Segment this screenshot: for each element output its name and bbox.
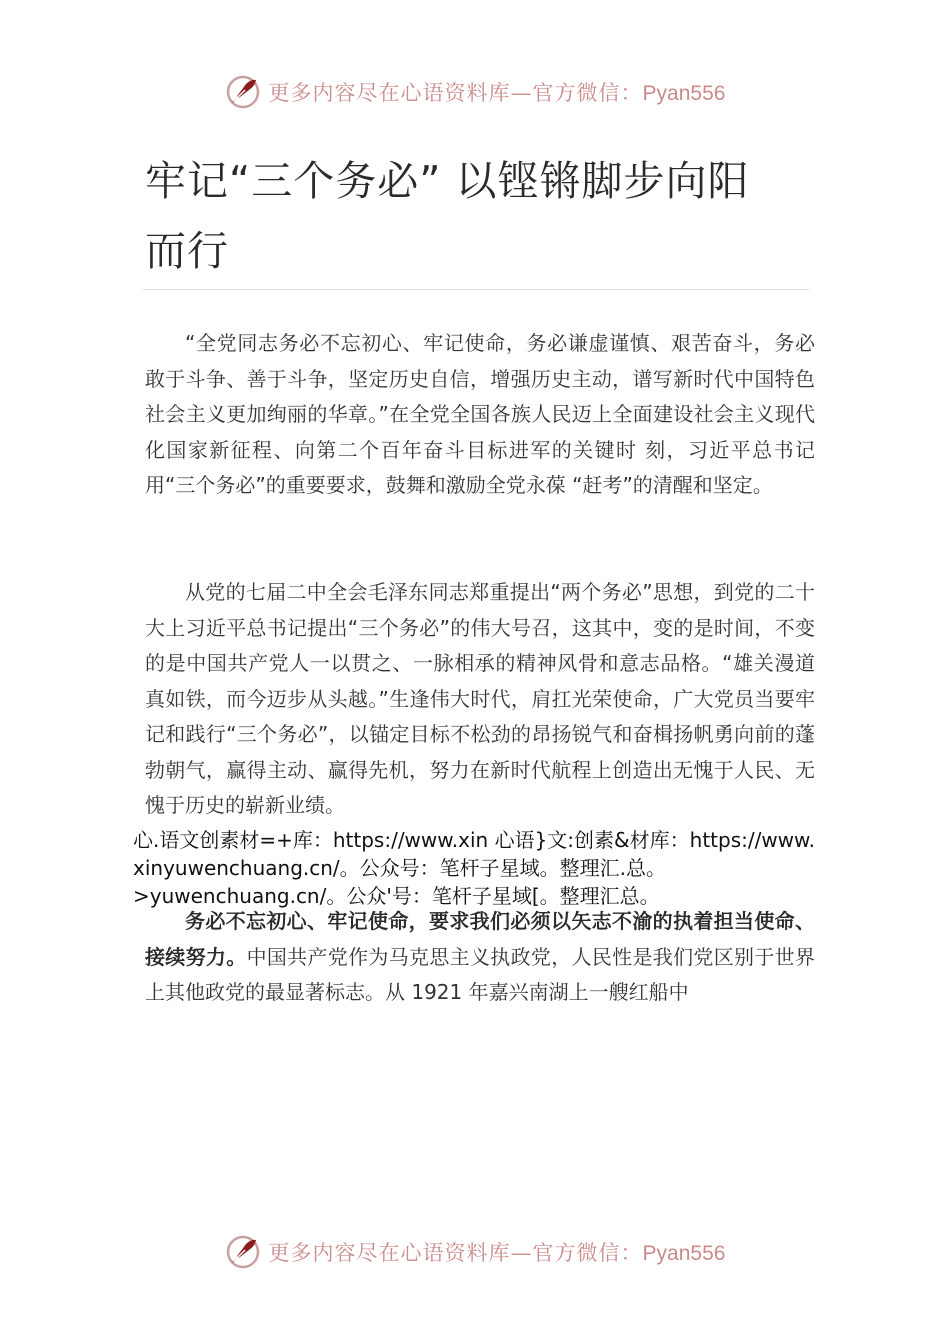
banner-text [269, 77, 726, 107]
footer-banner [0, 1232, 950, 1272]
quill-pen-logo-icon [225, 74, 261, 110]
watermark-line-1: 心.语文创素材=+库：https://www.xin 心语}文:创素&材库：https://www.xinyuwenchuang.cn/。公众号：笔杆子星域。整理汇.总。 [133, 828, 815, 880]
banner-wechat-id: Pyan556 [642, 82, 726, 105]
title-divider [143, 289, 809, 290]
paragraph-1: “全党同志务必不忘初心、牢记使命，务必谦虚谨慎、艰苦奋斗，务必敢于斗争、善于斗争，坚定历史自信，增强历史主动，谱写新时代中国特色社会主义更加绚丽的华章。”在全党全国各族人民迈上全面建设社会主义现代化国家新征程、向第二个百年奋斗目标进军的关键时 刻，习近平总书记用“三个务必”的重要要求，鼓舞和激励全党永葆 “赶考”的清醒和坚定。 [145, 331, 815, 497]
banner-slogan: 更多内容尽在心语资料库—官方微信： [268, 1241, 643, 1265]
banner-slogan: 更多内容尽在心语资料库—官方微信： [268, 81, 643, 105]
watermark-text [133, 826, 823, 910]
paragraph-3-lead: 务必不忘初心、牢记使命，要求我们必须以矢志不渝的执着担当使命、接续努力。 [145, 909, 815, 969]
banner-text [269, 1237, 726, 1267]
paragraph-3-body: 中国共产党作为马克思主义执政党，人民性是我们党区别于世界上其他政党的最显著标志。从 1921 年嘉兴南湖上一艘红船中 [145, 944, 815, 1004]
header-banner [0, 72, 950, 112]
article-title: 牢记“三个务必” 以铿锵脚步向阳而行 [145, 157, 750, 275]
quill-pen-logo-icon [225, 1234, 261, 1270]
paragraph-2: 从党的七届二中全会毛泽东同志郑重提出“两个务必”思想，到党的二十大上习近平总书记提出“三个务必”的伟大号召，这其中，变的是时间，不变的是中国共产党人一以贯之、一脉相承的精神风骨和意志品格。“雄关漫道真如铁，而今迈步从头越。”生逢伟大时代，肩扛光荣使命，广大党员当要牢记和践行“三个务必”，以锚定目标不松劲的昂扬锐气和奋楫扬帆勇向前的蓬勃朝气，赢得主动、赢得先机，努力在新时代航程上创造出无愧于人民、无愧于历史的崭新业绩。 [145, 580, 815, 817]
banner-wechat-id: Pyan556 [642, 1242, 726, 1265]
watermark-line-2: >yuwenchuang.cn/。公众'号：笔杆子星域[。整理汇总。 [133, 884, 660, 908]
paragraph-3 [145, 904, 815, 1011]
